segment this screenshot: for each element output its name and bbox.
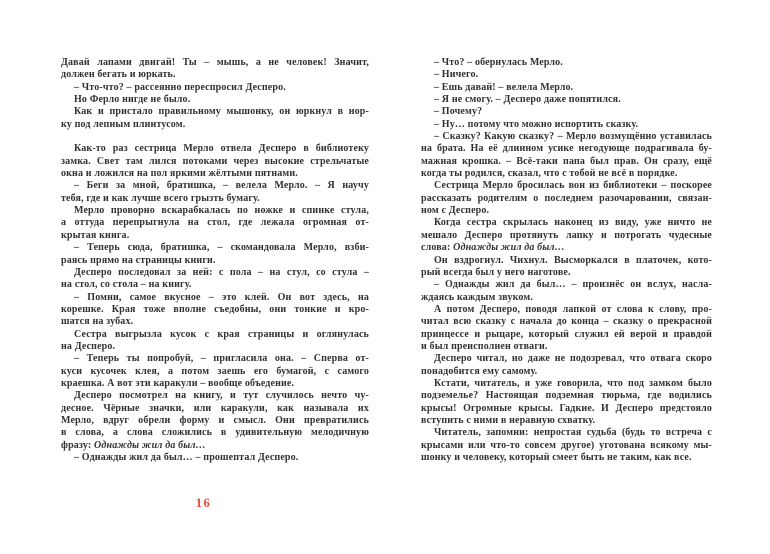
text-line: – Однажды жил да был… – произнёс он вслух, насла- (434, 279, 712, 291)
text-line: рассказать родителям о последнем разочаровании, связан- (421, 192, 712, 204)
text-line: замка. Свет там лился потоками через высокие стрельчатые (61, 155, 369, 167)
text-line: ку под лепным плинтусом. (61, 118, 186, 130)
text-line: мажная крошка. – Всё-таки папа был прав. Он сразу, ещё (421, 155, 712, 167)
text-line: слова: Однажды жил да был… (421, 242, 565, 254)
text-line: должен бегать и юркать. (61, 69, 176, 81)
text-line: шатся на зубах. (61, 316, 134, 328)
left-page-text-column (61, 57, 369, 464)
text-line: – Что? – обернулась Мерло. (434, 57, 563, 68)
text-line: а оттуда перепрыгнула на стол, где лежала огромная от- (61, 217, 369, 229)
text-line: – Что-что? – рассеянно переспросил Десперо. (74, 81, 286, 93)
text-line: Кстати, читатель, я уже говорила, что под замком было (434, 377, 712, 389)
text-line: Десперо читал, но даже не подозревал, что отвага скоро (434, 353, 712, 365)
text-line: куси кусочек клея, а потом заешь его бумагой, с самого (61, 365, 369, 377)
text-line: – Почему? (434, 106, 483, 118)
text-line: когда ты родился, сказал, что с тобой не всё в порядке. (421, 168, 678, 180)
text-line: Как-то раз сестрица Мерло отвела Десперо в библиотеку (74, 143, 369, 155)
text-line: ждаясь каждым звуком. (421, 291, 533, 303)
text-line: Сестра выгрызла кусок с края страницы и оглянулась (74, 328, 369, 340)
text-line: на стол, со стола – на книгу. (61, 279, 192, 291)
text-line: подземелье? Настоящая подземная тюрьма, где водились (421, 390, 712, 402)
text-line: фразу: Однажды жил да был… (61, 439, 206, 451)
text-line: Когда сестра скрылась наконец из виду, уже ничто не (434, 217, 712, 229)
text-line: – Ну… потому что можно испортить сказку. (434, 118, 639, 130)
text-line: корешке. Края тоже вполне съедобны, они тонкие и кро- (61, 303, 369, 315)
text-line: принцессе и рыцаре, который служил ей верой и правдой (421, 328, 712, 340)
text-line: десное. Чёрные значки, или каракули, как называла их (61, 402, 369, 414)
page-number: 16 (195, 496, 212, 510)
text-line: Читатель, запомни: непростая судьба (будь то встреча с (434, 427, 712, 439)
text-line: Давай лапами двигай! Ты – мышь, а не человек! Значит, (61, 57, 369, 68)
text-line: – Однажды жил да был… – прошептал Десперо. (74, 452, 299, 463)
text-line: и был преисполнен отваги. (421, 340, 548, 352)
text-line: Десперо последовал за ней: с пола – на стул, со стула – (74, 266, 369, 278)
text-line: крысами или что-то совсем другое) уготована всякому мы- (421, 439, 712, 451)
text-line: Сестрица Мерло бросилась вон из библиотеки – поскорее (434, 180, 712, 192)
text-line: Как и пристало правильному мышонку, он юркнул в нор- (74, 106, 369, 118)
text-line: читал всю сказку с начала до конца – сказку о прекрасной (421, 316, 712, 328)
text-line: – Теперь сюда, братишка, – скомандовала Мерло, взби- (74, 242, 369, 254)
text-line: понадобится ему самому. (421, 365, 538, 377)
text-line: на Десперо. (61, 340, 116, 352)
text-line: крытая книга. (61, 229, 130, 241)
text-line: – Я не смогу. – Десперо даже попятился. (434, 94, 621, 106)
text-line: Но Ферло нигде не было. (74, 94, 191, 106)
text-line: – Ешь давай! – велела Мерло. (434, 81, 574, 93)
text-line: тебя, где и как лучше всего грызть бумагу. (61, 192, 260, 204)
text-line: Мерло, вдруг обрели форму и смысл. Они превратились (61, 414, 369, 426)
right-page-text-column (421, 57, 712, 464)
text-line: вступить с ними в неравную схватку. (421, 414, 596, 426)
text-line: А потом Десперо, поводя лапкой от слова к слову, про- (434, 303, 712, 315)
text-line: Он вздрогнул. Чихнул. Высморкался в платочек, кото- (434, 254, 712, 266)
text-line: – Беги за мной, братишка, – велела Мерло. – Я научу (74, 180, 369, 192)
text-line: – Сказку? Какую сказку? – Мерло возмущённо уставилась (434, 131, 712, 143)
text-line: окна и ложился на пол яркими жёлтыми пятнами. (61, 168, 298, 180)
text-line: рый всегда был у него наготове. (421, 266, 571, 278)
text-line: мешало Десперо протянуть лапку и потрогать чудесные (421, 229, 712, 241)
text-line: Десперо посмотрел на книгу, и тут случилось нечто чу- (74, 390, 369, 402)
text-line: – Помни, самое вкусное – это клей. Он вот здесь, на (74, 291, 369, 303)
text-line: шонку и человеку, который смеет быть не таким, как все. (421, 452, 692, 463)
text-line: раясь прямо на страницы книги. (61, 254, 216, 266)
text-line: – Ничего. (434, 69, 479, 81)
text-line: – Теперь ты попробуй, – пригласила она. – Сперва от- (74, 353, 369, 365)
text-line: Мерло проворно вскарабкалась по ножке и спинке стула, (74, 205, 369, 217)
text-line: на брата. На её длинном усике негодующе подрагивала бу- (421, 143, 712, 155)
blank-line (61, 131, 369, 143)
text-line: крысы! Огромные крысы. Гадкие. И Десперо предстояло (421, 402, 712, 414)
text-line: в слова, а слова сложились в удивительную мелодичную (61, 427, 369, 439)
text-line: ном с Десперо. (421, 205, 490, 217)
text-line: краешка. А вот эти каракули – вообще объедение. (61, 377, 295, 389)
